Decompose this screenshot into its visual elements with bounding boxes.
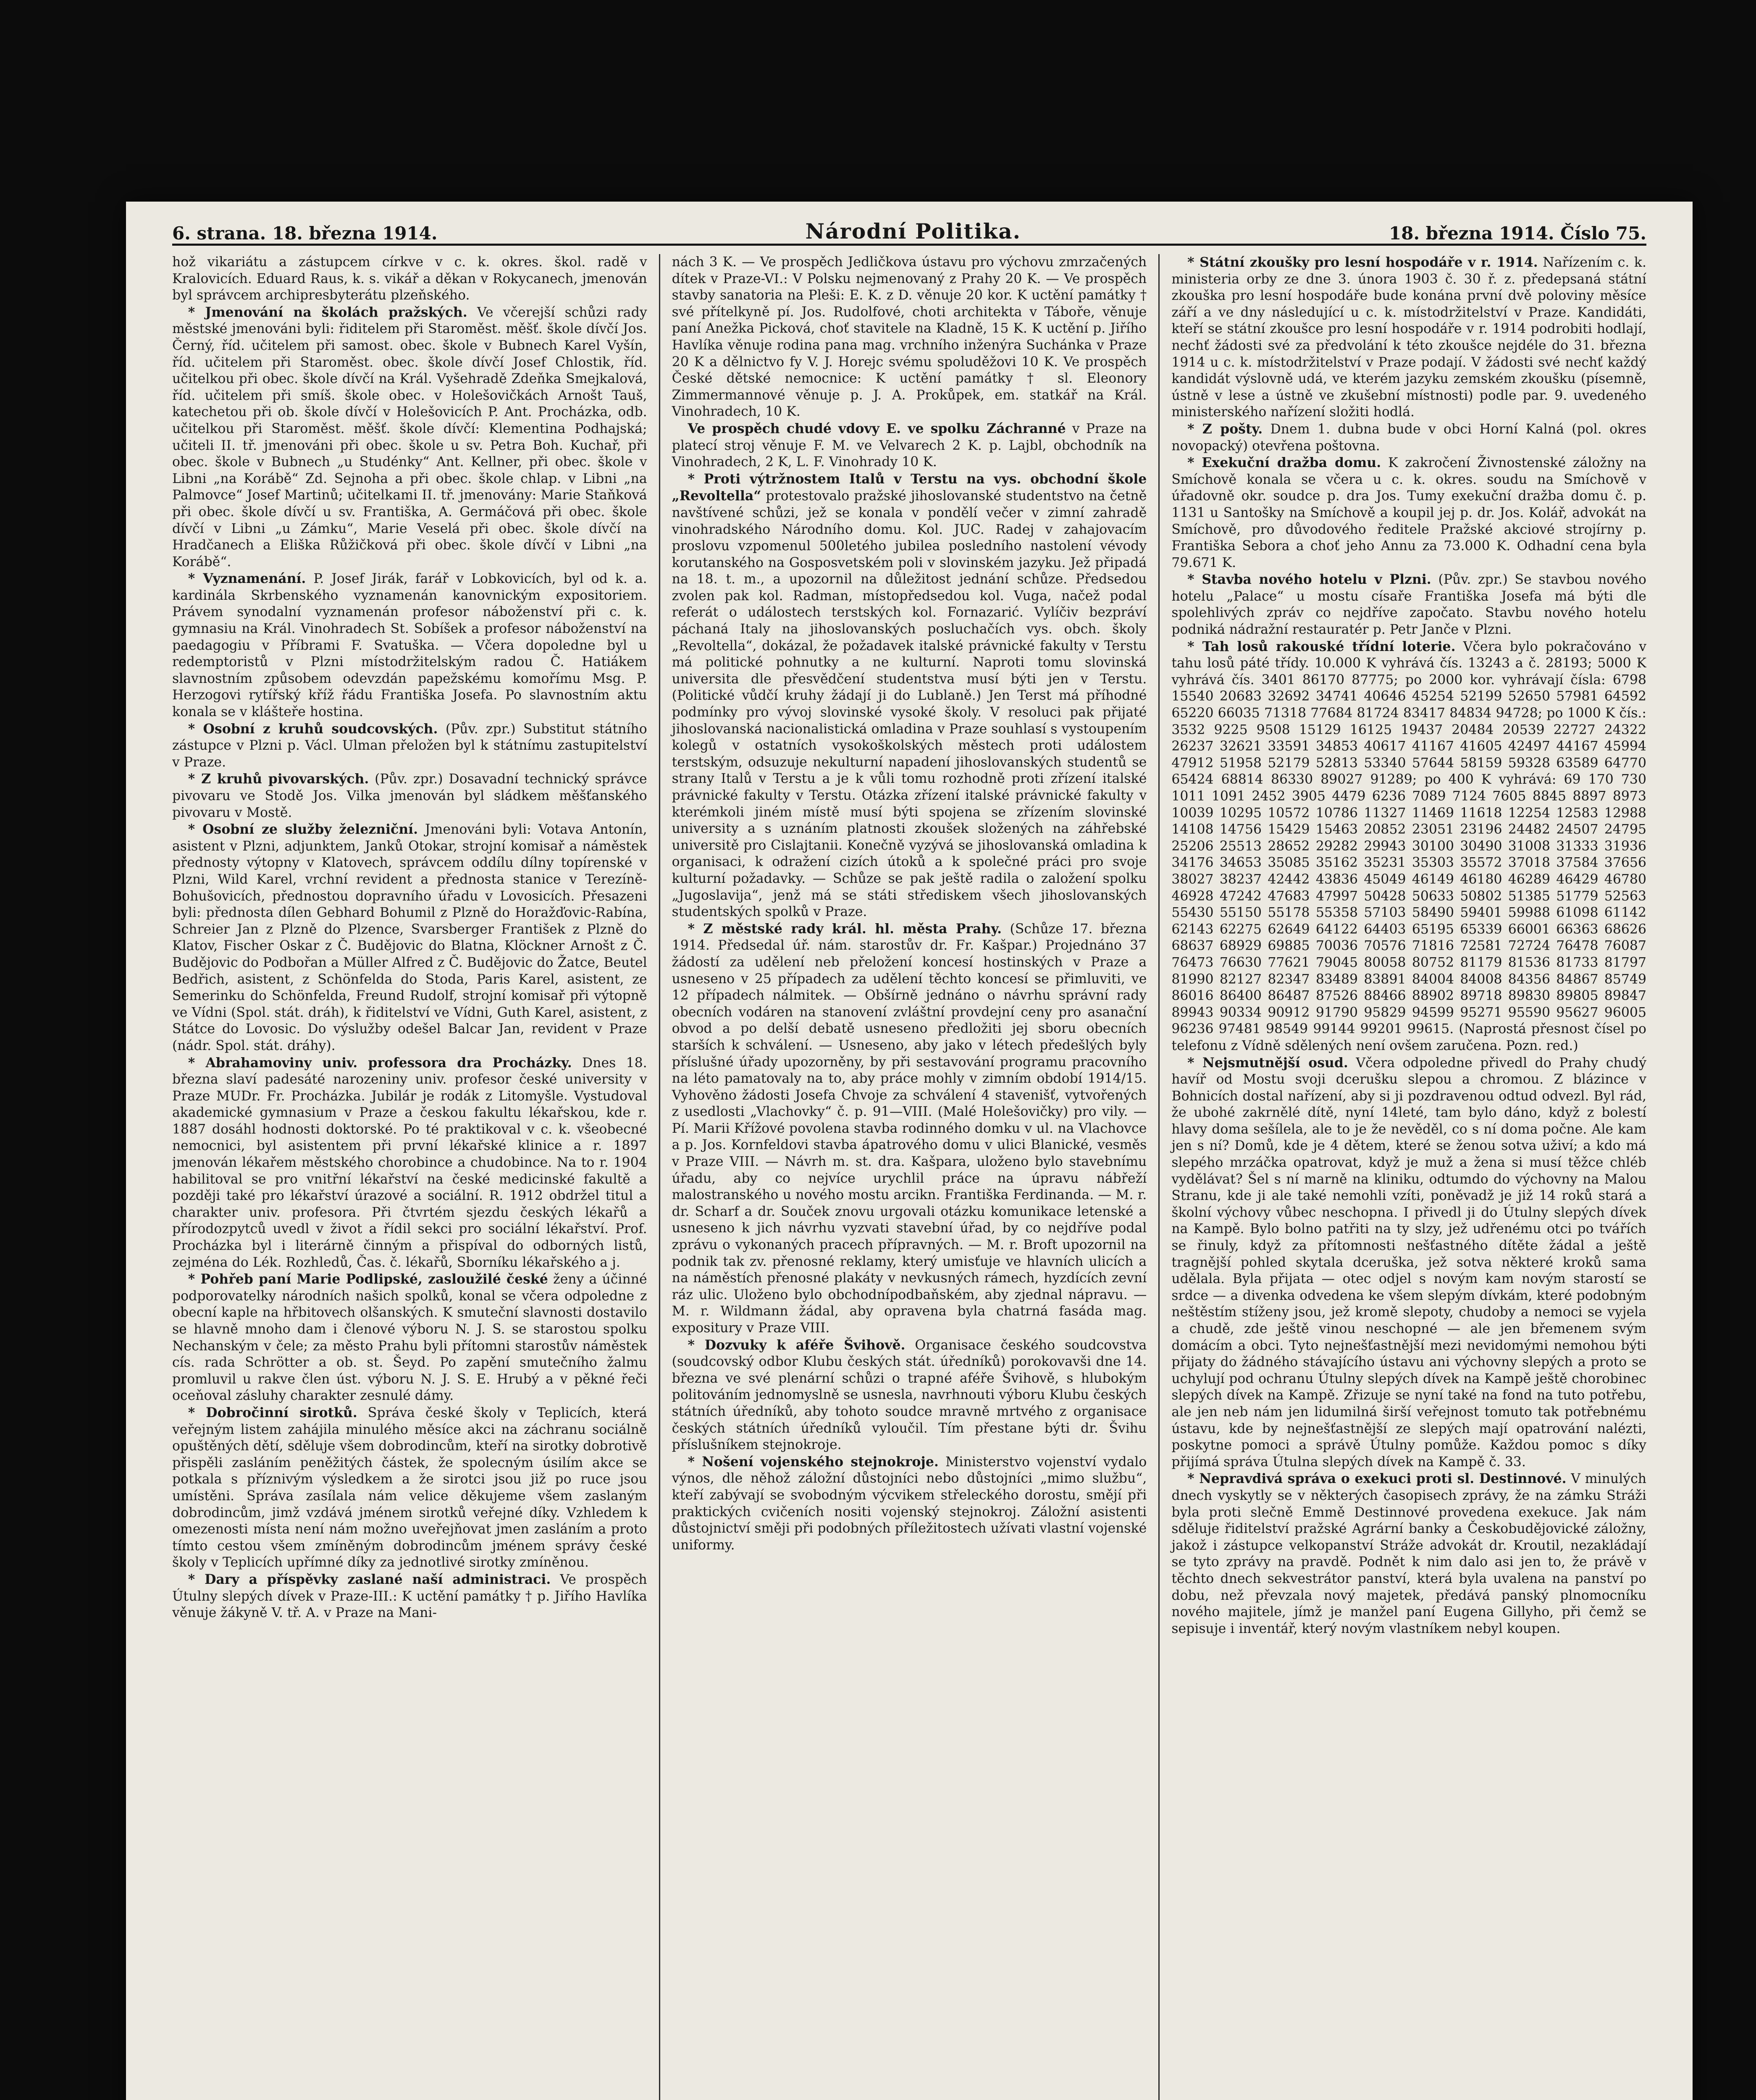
article-text: v Praze na platecí stroj věnuje F. M. ve Velvarech 2 K. p. Lajbl, obchodník na Vinohradech, 2 K, L. F. Vinohrady 10 K.: [672, 421, 1147, 470]
article-paragraph: [1171, 1470, 1646, 1637]
article-text: hož vikariátu a zástupcem církve v c. k. okres. škol. radě v Kralovicích. Eduard Raus, k. s. vikář a děkan v Rokycanech, jmenován byl správcem archipresbyterátu plzeňského.: [172, 255, 647, 303]
article-text: K zakročení Živnostenské záložny na Smíchově konala se včera u c. k. okres. soudu na Smíchově v úřadovně okr. soudce p. dra Jos. Tumy exekuční dražba domu č. p. 1131 u Santošky na Smíchově a koupil jej p. dr. Jos. Kolář, advokát na Smíchově, pro důvodového ředitele Pražské akciové strojírny p. Františka Sebora a choť jeho Annu za 73.000 K. Odhadní cena byla 79.671 K.: [1171, 455, 1647, 570]
text-columns: [172, 254, 1646, 2100]
article-text: (Pův. zpr.) Substitut státního zástupce v Plzni p. Václ. Ulman přeložen byl k státnímu zastupitelství v Praze.: [172, 721, 647, 770]
article-paragraph: [172, 254, 647, 304]
article-paragraph: [172, 1571, 647, 1622]
article-heading: * Proti výtržnostem Italů v Terstu na vys. obchodní škole „Revoltella“: [672, 471, 1147, 504]
article-heading: * Tah losů rakouské třídní loterie.: [1187, 638, 1456, 654]
article-text: Nařízením c. k. ministeria orby ze dne 3. února 1903 č. 30 ř. z. předepsaná státní zkouška pro lesní hospodáře bude konána první dvě poloviny měsíce září a ve dny následující u c. k. místodržitelství v Praze. Kandidáti, kteří se státní zkoušce pro lesní hospodáře v r. 1914 podrobiti hodlají, nechť žádosti své za předvolání k této zkoušce nejdéle do 31. března 1914 u c. k. místodržitelství v Praze podají. V žádosti své nechť každý kandidát výslovně udá, ve kterém jazyku zemském zkoušku (písemně, ústně v lese a ústně ve zkušební místnosti) podle par. 9. uvedeného ministerského nařízení složiti hodlá.: [1171, 255, 1647, 420]
article-text: (Pův. zpr.) Dosavadní technický správce pivovaru ve Stodě Jos. Vilka jmenován byl sládkem měšťanského pivovaru v Mostě.: [172, 772, 647, 820]
article-text: Jmenováni byli: Votava Antonín, asistent v Plzni, adjunktem, Janků Otokar, strojní komisař a náměstek přednosty výtopny v Klatovech, správcem oddílu dílny topírenské v Plzni, Wild Karel, vrchní revident a přednosta stanice v Terezíně-Bohušovicích, přednostou dopravního úřadu v Lovosicích. Přesazeni byli: přednosta dílen Gebhard Bohumil z Plzně do Horažďovic-Rabína, Schreier Jan z Plzně do Plzence, Svarsberger František z Plzně do Klatov, Fischer Oskar z Č. Budějovic do Blatna, Klöckner Arnošt z Č. Budějovic do Podbořan a Müller Alfred z Č. Budějovic do Žatce, Beutel Bedřich, asistent, z Schönfelda do Stoda, Paris Karel, asistent, ze Semerinku do Schönfelda, Freund Rudolf, strojní komisař při výtopně ve Vídni (Spol. stát. dráh), k řiditelství ve Vídni, Guth Karel, asistent, z Státce do Lovosic. Do výslužby odešel Balcar Jan, revident v Praze (nádr. Spol. stát. dráhy).: [172, 822, 647, 1053]
article-paragraph: [672, 1337, 1147, 1454]
column-3: [1158, 254, 1646, 2100]
article-paragraph: [1171, 454, 1646, 571]
article-paragraph: [1171, 421, 1646, 454]
article-heading: * Nošení vojenského stejnokroje.: [688, 1454, 939, 1470]
article-paragraph: [172, 771, 647, 821]
article-heading: * Nejsmutnější osud.: [1187, 1055, 1348, 1071]
article-paragraph: [672, 1454, 1147, 1554]
article-heading: * Dobročinní sirotků.: [188, 1404, 357, 1420]
page-header: [172, 214, 1646, 246]
page-date-left: 6. strana. 18. března 1914.: [172, 223, 438, 244]
newspaper-page: [126, 202, 1693, 2100]
article-text: Včera bylo pokračováno v tahu losů páté třídy. 10.000 K vyhrává čís. 13243 a č. 28193; 5000 K vyhrává čís. 3401 86170 87775; po 2000 kor. vyhrávají čísla: 6798 15540 20683 32692 34741 40646 45254 52199 52650 57981 64592 65220 66035 71318 77684 81724 83417 84834 94728; po 1000 K čís.: 3532 9225 9508 15129 16125 19437 20484 20539 22727 24322 26237 32621 33591 34853 40617 41167 41605 42497 44167 45994 47912 51958 52179 52813 53340 57644 58159 59328 63589 64770 65424 68814 86330 89027 91289; po 400 K vyhrává: 69 170 730 1011 1091 2452 3905 4479 6236 7089 7124 7605 8845 8897 8973 10039 10295 10572 10786 11327 11469 11618 12254 12583 12988 14108 14756 15429 15463 20852 23051 23196 24482 24507 24795 25206 25513 28652 29282 29943 30100 30490 31008 31333 31936 34176 34653 35085 35162 35231 35303 35572 37018 37584 37656 38027 38237 42442 43836 45049 46149 46180 46289 46429 46780 46928 47242 47683 47997 50428 50633 50802 51385 51779 52563 55430 55150 55178 55358 57103 58490 59401 59988 61098 61142 62143 62275 62649 64122 64403 65195 65339 66001 66363 68626 68637 68929 69885 70036 70576 71816 72581 72724 76478 76087 76473 76630 77621 79045 80058 80752 81179 81536 81733 81797 81990 82127 82347 83489 83891 84004 84008 84356 84867 85749 86016 86400 86487 87526 88466 88902 89718 89830 89805 89847 89943 90334 90912 91790 95829 94599 95271 95590 95627 96005 96236 97481 98549 99144 99201 99615. (Naprostá přesnost čísel po telefonu z Vídně sdělených není ovšem zaručena. Pozn. red.): [1171, 639, 1647, 1053]
article-text: Ministerstvo vojenství vydalo výnos, dle něhož záložní důstojníci nebo důstojníci „mimo službu“, kteří zabývají se svobodným výcvikem střeleckého dorostu, smějí při praktických cvičeních nositi vojenský stejnokroj. Záložní asistenti důstojnictví směji při podobných příležitostech užívati vlastní vojenské uniformy.: [672, 1454, 1147, 1553]
article-paragraph: [1171, 1055, 1646, 1471]
article-paragraph: [172, 1271, 647, 1404]
newspaper-title: Národní Politika.: [805, 219, 1021, 244]
article-text: Včera odpoledne přivedl do Prahy chudý havíř od Mostu svoji dcerušku slepou a chromou. Z blázince v Bohnicích dostal nařízení, aby si ji pozdravenou odtud odvezl. Byl rád, že ubohé zakrnělé dítě, nyní 14leté, tam bylo dáno, když z bolestí hlavy doma sešílela, ale to je že nevěděl, co s ní doma počne. Ale kam jen s ní? Domů, kde je 4 dětem, které se ženou sotva uživí; a kdo má slepého mrzáčka opatrovat, když je muž a žena si musí těžce chléb vydělávat? Šel s ní marně na kliniku, odtumdo do výchovny na Malou Stranu, kde ji ale také nemohli vzíti, poněvadž je již 14 roků stará a školní výchovy vůbec neschopna. I přivedl ji do Útulny slepých dívek na Kampě. Bylo bolno patřiti na ty slzy, jež udřenému otci po tvářích se řinuly, když za přítomnosti nešťastného dítěte žádal a ještě tragnější pohled skytala dceruška, jež sotva některé kroků sama udělala. Byla přijata — otec odjel s novým kam novým starostí se srdce — a divenka odvedena ke všem slepým dívkám, které podobným neštěstím stíženy jsou, jež kromě slepoty, chudoby a nemoci se vyjela a chudě, zde ještě vinou neschopné — ale jen břemenem svým domácím a obci. Tyto nejnešťastnější mezi nevidomými nemohou býti přijaty do žádného stávajícího ústavu ani výchovny slepých a proto se uchylují pod ochranu Útulny slepých dívek na Kampě ještě chorobinec slepých dívek na Kampě. Zřizuje se nyní také na fond na tuto potřebu, ale jen neb nám jen lidumilná širší veřejnost tomuto tak potřebnému ústavu, kde by nejnešťastnější ze slepých mají opatrování nalézti, poskytne pomoci a správě Útulny pomůže. Každou pomoc s díky přijímá správa Útulna slepých dívek na Kampě č. 33.: [1171, 1055, 1647, 1470]
article-text: ženy a účinné podporovatelky národních našich spolků, konal se včera odpoledne z obecní kaple na hřbitovech olšanských. K smuteční slavnosti dostavilo se hlavně mnoho dam i členové výboru N. J. S. se starostou spolku Nechanským v čele; za město Prahu byli přítomni starostův náměstek cís. rada Schrötter a ob. st. Šeyd. Po zapění smutečního žalmu promluvil u rakve člen úst. výboru N. J. S. E. Hrubý a v pěkné řeči oceňoval zásluhy charakter zesnulé dámy.: [172, 1272, 647, 1404]
article-text: (Schůze 17. března 1914. Předsedal úř. nám. starostův dr. Fr. Kašpar.) Projednáno 37 žádostí za udělení neb přeložení koncesí hostinských v Praze a usneseno v 25 případech za udělení těchto koncesí se přimluviti, ve 12 případech nálmitek. — Obšírně jednáno o návrhu správní rady obecních vodáren na stanovení zvláštní provdejní ceny pro asanační obvod a po delší debatě usneseno předložiti jej sboru obecních starších k schválení. — Usneseno, aby jako v létech předešlých byly příslušné úřady upozorněny, by při sestavování programu pracovního na léto pamatovaly na to, aby práce mohly v zimním období 1914/15. Vyhověno žádosti Josefa Chvoje za schválení 4 stavenišť, vytvořených z usedlosti „Vlachovky“ č. p. 91—VIII. (Malé Holešovičky) pro vily. — Pí. Marii Křížové povolena stavba rodinného domku v ul. na Vlachovce a p. Jos. Kornfeldovi stavba ápatrového domu v ulici Blanické, vesměs v Praze VIII. — Návrh m. st. dra. Kašpara, uloženo bylo stavebnímu úřadu, aby co nejvíce urychlil práce na úpravu nábřeží malostranského u nového mostu arcikn. Františka Ferdinanda. — M. r. dr. Scharf a dr. Souček znovu urgovali otázku komunikace letenské a usneseno k jich návrhu vyzvati stavební úřad, by co nejdříve podal zprávu o vykonaných pracech přípravných. — M. r. Broft upozornil na podnik tak zv. přenosné reklamy, který umisťuje ve hlavních ulicích a na náměstích přenosné plakáty v nevkusných rámech, hyzdících zevní ráz ulic. Uloženo bylo obchodnípodbaňském, aby zjednal nápravu. — M. r. Wildmann žádal, aby opravena byla chatrná fasáda mag. expositury v Praze VIII.: [672, 921, 1147, 1336]
article-heading: * Abrahamoviny univ. professora dra Procházky.: [188, 1055, 572, 1071]
article-heading: Ve prospěch chudé vdovy E. ve spolku Záchranné: [688, 420, 1066, 436]
article-heading: * Pohřeb paní Marie Podlipské, zasloužilé české: [188, 1271, 548, 1287]
article-text: P. Josef Jirák, farář v Lobkovicích, byl od k. a. kardinála Skrbenského vyznamenán kanovnickým expositoriem. Právem synodalní vyznamenán profesor náboženství při c. k. gymnasiu na Král. Vinohradech St. Sobíšek a profesor náboženství na paedagogiu v Příbrami F. Svatuška. — Včera dopoledne byl u redemptoristů v Plzni místodržitelským radou Č. Hatiákem slavnostním způsobem odevzdán papežskému komořímu Msg. P. Herzogovi rytířský kříž řádu Františka Josefa. Po slavnostním aktu konala se v klášteře hostina.: [172, 571, 647, 720]
article-paragraph: [1171, 254, 1646, 421]
article-paragraph: [672, 420, 1147, 471]
article-heading: * Osobní ze služby železniční.: [188, 822, 418, 837]
article-paragraph: [1171, 638, 1646, 1055]
article-text: protestovalo pražské jihoslovanské studentstvo na četně navštívené schůzi, jež se konala v pondělí večer v zimní zahradě vinohradského Národního domu. Kol. JUC. Radej v zahajovacím proslovu vzpomenul 500letého jubilea posledního nastolení vévody korutanského na Gosposvetském poli v slovinském jazyku. Jež připadá na 18. t. m., a upozornil na důležitost jednání schůze. Předsedou zvolen pak kol. Radman, místopředsedou kol. Vuga, načež podal referát o událostech terstských kol. Fornazarić. Vylíčiv bezpráví páchaná Italy na jihoslovanských posluchačích vys. obch. školy „Revoltella“, dokázal, že požadavek italské právnické fakulty v Terstu má politické pohnutky a ne kulturní. Naproti tomu slovinská universita dle přesvědčení studentstva musí býti jen v Terstu. (Politické vůdčí kruhy žádají ji do Lublaně.) Jen Terst má příhodné podmínky pro vývoj slovinské vysoké školy. V resoluci pak přijaté jihoslovanská nacionalistická omladina v Praze souhlasí s vystoupením kolegů v ostatních vysokoškolských městech proti událostem terstským, odsuzuje nekulturní napadení jihoslovanských studentů se strany Italů v Terstu a je k vůli tomu rozhodně proti zřízení italské právnické fakulty v Terstu. Otázka zřízení italské právnické fakulty v kterémkoli jiném místě musí býti spojena se zřízením slovinské university a s uznáním platnosti zkoušek složených na záhřebské universitě pro Cislajtanii. Konečně vyzývá se jihoslovanská omladina k organisaci, k odražení cizích útoků a k společné práci pro svoje kulturní požadavky. — Schůze se pak ještě radila o založení spolku „Jugoslavija“, jenž má se státi střediskem všech jihoslovanských studentských spolků v Praze.: [672, 488, 1147, 920]
article-paragraph: [672, 471, 1147, 921]
article-heading: * Z kruhů pivovarských.: [188, 771, 369, 787]
column-1: [172, 254, 659, 2100]
article-heading: * Státní zkoušky pro lesní hospodáře v r. 1914.: [1187, 255, 1538, 270]
article-text: Správa české školy v Teplicích, která veřejným listem zahájila minulého měsíce akci na záchranu sociálně opuštěných dětí, sděluje všem dobrodincům, kteří na sirotky dobrotivě přispěli zasláním peněžitých částek, že spolecným úsilím akce se potkala s příznivým výsledkem a že sirotci jsou již po ruce jsou umístěni. Správa zasílala nám velice děkujeme všem zaslaným dobrodincům, jimž vzdává jménem sirotků veřejné díky. Vzhledem k omezenosti místa není nám možno uveřejňovat jmen zasláním a proto tímto cestou všem zmíněným dobrodincům jménem správy české školy v Teplicích upřímné díky za jednotlivé sirotky zmíněnou.: [172, 1405, 647, 1570]
article-paragraph: [172, 1404, 647, 1571]
article-paragraph: [172, 570, 647, 720]
article-text: Ve včerejší schůzi rady městské jmenováni byli: řiditelem při Staroměst. měšť. škole dívčí Jos. Černý, říd. učitelem při samost. obec. škole v Bubnech Karel Vyšín, říd. učitelem při Staroměst. obec. škole dívčí Josef Chlostik, říd. učitelkou při obec. škole dívčí na Král. Vyšehradě Zdeňka Smejkalová, říd. učitelem při smíš. škole obec. v Holešovičkách Arnošt Tauš, katechetou při ob. škole dívčí v Holešovicích P. Ant. Procházka, odb. učitelkou při Staroměst. měšť. škole dívčí: Klementina Podhajská; učiteli II. tř. jmenováni při obec. škole u sv. Petra Boh. Kuchař, při obec. škole v Bubnech „u Studénky“ Ant. Kellner, při obec. škole v Libni „na Korábě“ Zd. Sejnoha a při obec. škole chlap. v Libni „na Palmovce“ Josef Martinů; učitelkami II. tř. jmenovány: Marie Staňková při obec. škole dívčí u sv. Františka, A. Germáčová při obec. škole dívčí v Libni „u Zámku“, Marie Veselá při obec. škole dívčí na Hradčanech a Eliška Růžičková při obec. škole dívčí v Libni „na Korábě“.: [172, 304, 647, 570]
article-paragraph: [672, 921, 1147, 1337]
article-text: Dnes 18. března slaví padesáté narozeniny univ. profesor české university v Praze MUDr. Fr. Procházka. Jubilár je rodák z Litomyšle. Vystudoval akademické gymnasium v Praze a českou fakultu lékařskou, kde r. 1887 dosáhl hodnosti doktorské. Po té praktikoval v c. k. všeobecné nemocnici, byl asistentem při první lékařské klinice a r. 1897 jmenován lékařem městského chorobince a chudobince. Na to r. 1904 habilitoval se pro vnitřní lékařství na české medicinské fakultě a později také pro lékařství úrazové a sociální. R. 1912 obdržel titul a charakter univ. profesora. Při čtvrtém sjezdu českých lékařů a přírodozpytců uvedl v život a řídil sekci pro sociální lékařství. Prof. Procházka byl i literárně činným a přispíval do odborných listů, zejména do Lék. Rozhledů, Čas. č. lékařů, Sborníku lékařského a j.: [172, 1055, 647, 1270]
article-paragraph: [672, 254, 1147, 420]
article-paragraph: [1171, 571, 1646, 638]
article-heading: * Z pošty.: [1187, 421, 1263, 437]
article-heading: * Nepravdivá správa o exekuci proti sl. Destinnové.: [1187, 1471, 1567, 1487]
article-heading: * Z městské rady král. hl. města Prahy.: [688, 921, 1002, 937]
article-paragraph: [172, 304, 647, 571]
article-heading: * Dary a příspěvky zaslané naší administraci.: [188, 1571, 551, 1587]
article-paragraph: [172, 821, 647, 1054]
article-heading: * Dozvuky k aféře Švihově.: [688, 1337, 906, 1353]
article-text: Dnem 1. dubna bude v obci Horní Kalná (pol. okres novopacký) otevřena poštovna.: [1171, 421, 1646, 454]
article-heading: * Jmenování na školách pražských.: [188, 304, 467, 320]
article-heading: * Vyznamenání.: [188, 571, 306, 587]
article-text: (Pův. zpr.) Se stavbou nového hotelu „Palace“ u mostu císaře Františka Josefa má býti dle spolehlivých zpráv co nejdříve započato. Stavbu nového hotelu podniká nádražní restauratér p. Petr Janče v Plzni.: [1171, 572, 1647, 638]
article-heading: * Stavba nového hotelu v Plzni.: [1187, 572, 1431, 588]
article-paragraph: [172, 721, 647, 771]
article-text: nách 3 K. — Ve prospěch Jedličkova ústavu pro výchovu zmrzačených dítek v Praze-VI.: V Polsku nejmenovaný z Prahy 20 K. — Ve prospěch stavby sanatoria na Pleši: E. K. z D. věnuje 20 kor. K uctění památky † své přítelkyně pí. Jos. Rudolfové, choti architekta v Táboře, věnuje paní Anežka Picková, choť stavitele na Kladně, 15 K. K uctění p. Jiřího Havlíka věnuje rodina pana mag. vrchního inženýra Suchánka v Praze 20 K a dělnictvo fy V. J. Horejc svému spoluděžovi 10 K. Ve prospěch České dětské nemocnice: K uctění památky † sl. Eleonory Zimmermannové věnuje p. J. A. Prokůpek, em. statkář na Král. Vinohradech, 10 K.: [672, 255, 1147, 420]
article-heading: * Exekuční dražba domu.: [1187, 455, 1381, 471]
article-heading: * Osobní z kruhů soudcovských.: [188, 721, 438, 737]
article-text: Ve prospěch Útulny slepých dívek v Praze-III.: K uctění památky † p. Jiřího Havlíka věnuje žákyně V. tř. A. v Praze na Mani-: [172, 1572, 647, 1621]
column-2: [659, 254, 1159, 2100]
article-text: Organisace českého soudcovstva (soudcovský odbor Klubu českých stát. úředníků) porokovavši dne 14. března ve své plenární schůzi o trapné aféře Švihově, s hlubokým politováním jednomyslně se usnesla, navrhnouti výboru Klubu českých státních úředníků, aby tohoto soudce mravně mrtvého z organisace českých státních úředníků vyloučil. Tím přestane býti dr. Švihu příslušníkem stejnokroje.: [672, 1337, 1147, 1453]
article-paragraph: [172, 1055, 647, 1271]
issue-number: 18. března 1914. Číslo 75.: [1389, 223, 1646, 244]
article-text: V minulých dnech vyskytly se v některých časopisech zprávy, že na zámku Stráži byla proti slečně Emmě Destinnové provedena exekuce. Jak nám sděluje řiditelství pražské Agrární banky a Českobudějovické záložny, jakož i zástupce velkopanství Stráže advokát dr. Kroutil, nezakládají se tyto zprávy na pravdě. Podnět k nim dalo asi jen to, že právě v těchto dnech sekvestrátor panství, která byla uvalena na panství po dobu, než převzala nový majetek, předává panský plnomocníku nového majitele, jímž je manžel paní Eugena Gillyho, při čemž se sepisuje i inventář, který novým vlastníkem nebyl koupen.: [1171, 1471, 1647, 1636]
